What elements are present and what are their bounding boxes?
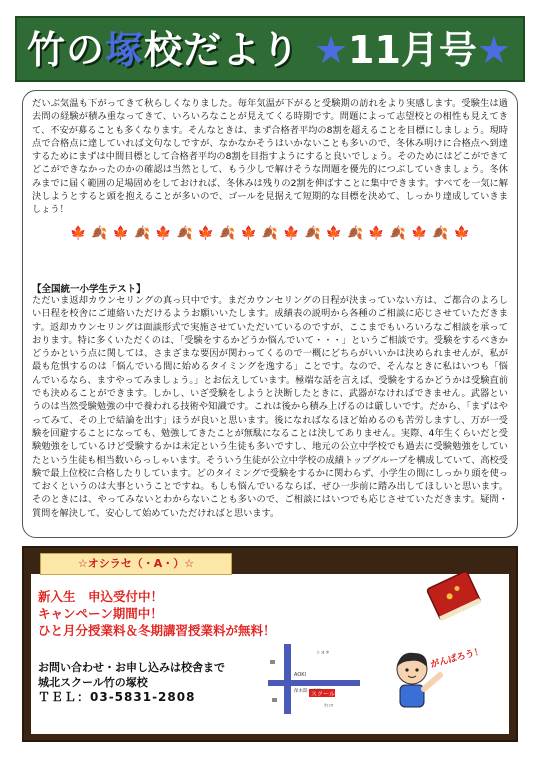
kid-illustration <box>380 645 485 715</box>
leaf-icon: 🍂 <box>432 226 449 241</box>
promo-line-3: ひと月分授業料＆冬期講習授業料が無料！ <box>38 623 276 638</box>
notebook-icon <box>420 568 490 624</box>
contact-line-2: 城北スクール竹の塚校 <box>38 676 148 689</box>
section-heading: 【全国統一小学生テスト】 <box>32 284 146 295</box>
leaf-icon: 🍁 <box>368 226 385 241</box>
map-label-mart: ﾌｧﾐﾏ <box>324 704 333 709</box>
leaf-icon: 🍂 <box>389 226 406 241</box>
leaf-icon: 🍂 <box>347 226 364 241</box>
leaf-icon: 🍂 <box>261 226 278 241</box>
leaf-icon: 🍁 <box>155 226 172 241</box>
kid-speech: がんばろう！ <box>429 646 485 671</box>
leaf-icon: 🍂 <box>304 226 321 241</box>
leaf-icon: 🍁 <box>411 226 428 241</box>
map-label-aoki: AOKI <box>294 672 307 678</box>
leaf-divider <box>70 226 470 242</box>
leaf-icon: 🍁 <box>283 226 300 241</box>
section-body: ただいま返却カウンセリングの真っ只中です。まだカウンセリングの日程が決まっていない方は、ご都合のよろしい日程を校舎にご連絡いただけるようお願いいたします。成績表の説明から各種のご相談に応じさせていただきます。返却カウンセリングは面談形式で実施させていただいているのですが、ここまでもいろいろなご相談を承っております。特に多くいただくのは、「受験をするかどうか悩んでいて・・・」というご相談です。受験をするべきかどうかという点に関しては、さまざまな要因が関わってくるので一概にどちらがいいかは決められませんが、私が最も危惧するのは「悩んでいる間に始めるタイミングを逸する」ことです。なので、そんなときに私はいつも「悩んでいるなら、ますやってみましょう。」とお伝えしています。極端な話を言えば、受験をするかどうかは受験直前でも決めることができます。しかし、いざ受験をしようと決断したときに、武器がなければできません。武器というのは当然受験勉強の中で養われる技術や知識です。これは後から積み上げるのは厳しいです。だから、「まずはやってみて、その上で結論を出す」ほうが良いと思います。後になればなるほど始めるのも苦労しますし、万が一受験を回避することになっても、勉強してきたことが無駄になることは決してありません。実際、4年生くらいだと受験勉強をしているけど受験するかは未定という生徒も多いですし、地元の公立中学校でも過去に受験勉強をしていたという生徒も相当数いらっしゃいます。そういう生徒が公立中学校の成績トップグループを構成していて、高校受験で最上位校に合格したりしています。どのタイミングで受験をするかに関わらず、小学生の間にしっかり頭を使っておくというのは大事ということですね。もしも悩んでいるならば、ぜひ一歩前に踏み出してほしいと思います。そのときには、やってみないとわからないことも多いので、ご相談にはいつでも応じさせていただきます。疑問・質問を解決して、安心して始めていただければと思います。 <box>32 295 508 519</box>
leaf-icon: 🍂 <box>219 226 236 241</box>
leaf-icon: 🍁 <box>112 226 129 241</box>
contact-block <box>38 660 225 705</box>
leaf-icon: 🍁 <box>325 226 342 241</box>
leaf-icon: 🍁 <box>197 226 215 241</box>
leaf-icon: 🍁 <box>453 226 470 241</box>
contact-tel: ＴＥＬ：03-5831-2808 <box>38 690 196 704</box>
promo-line-1: 新入生 申込受付中！ <box>38 589 164 604</box>
leaf-icon: 🍁 <box>240 226 257 241</box>
star-icon: ★ <box>313 28 349 72</box>
issue-number: 11月号 <box>348 28 477 72</box>
promo-block <box>38 588 276 639</box>
map-building <box>272 698 277 702</box>
access-map <box>264 640 364 716</box>
map-road-vertical <box>284 644 291 714</box>
intro-paragraph: だいぶ気温も下がってきて秋らしくなりました。毎年気温が下がると受験期の訪れをより実感します。受験生は過去問の経験が積み重なってきて、いろいろなことが見えてくる時期です。問題によって志望校との相性も見えてきて、不安が募ることも多くなります。そんなときは、まず合格者平均の8割を超えることを目標にしましょう。現時点で合格点に達していれば文句なしですが、なかなかそうはいかないことも多いので、冬休み明けに合格点へ到達するためにまずは中間目標として合格者平均の8割を目指すようにすると良いでしょう。そのためにはどこができてどこができなかったのかの確認は当然として、もう少しで解けそうな問題を優先的につぶしていきましょう。冬休みまでに届く範囲の足場固めをしておければ、冬休みは残りの2割を伸ばすことに集中できます。すべてを一気に解決しようとすると頭を抱えることが多いので、ゴールを見据えて短期的な目標を決めて、しっかり達成していきましょう！ <box>32 98 508 216</box>
issue-label <box>312 26 513 74</box>
map-building <box>270 660 275 664</box>
newsletter-title <box>27 26 300 74</box>
title-accent: 塚 <box>105 28 145 72</box>
map-label-top: トヨタ <box>316 651 330 656</box>
leaf-icon: 🍂 <box>176 226 193 241</box>
map-label-station: 保木間一丁目 <box>294 689 321 694</box>
promo-line-2: キャンペーン期間中！ <box>38 606 163 621</box>
header-banner <box>15 16 525 82</box>
leaf-icon: 🍂 <box>91 226 108 241</box>
leaf-icon: 🍁 <box>70 226 87 241</box>
leaf-icon: 🍂 <box>133 226 151 241</box>
notice-tag: ☆オシラセ（・A・）☆ <box>40 553 232 575</box>
title-lead: 竹の <box>27 28 106 72</box>
map-road-horizontal <box>268 680 360 686</box>
map-label-school: スクール <box>311 691 335 698</box>
contact-line-1: お問い合わせ・お申し込みは校舎まで <box>38 661 225 674</box>
star-icon: ★ <box>476 28 511 72</box>
title-rest: 校だより <box>144 28 301 72</box>
